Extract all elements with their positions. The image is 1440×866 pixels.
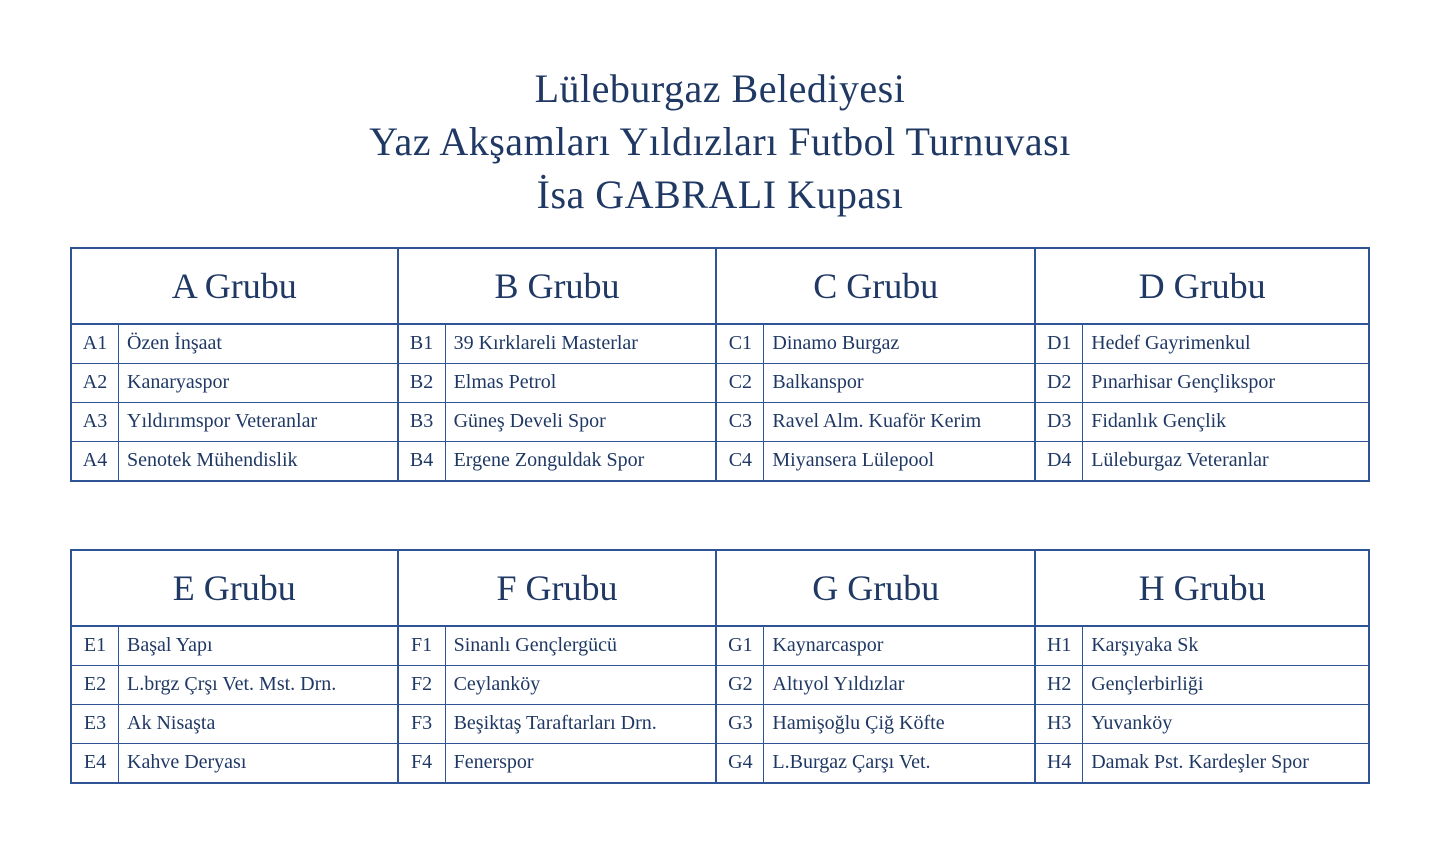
team-name: Lüleburgaz Veteranlar — [1091, 449, 1269, 472]
team-name: Balkanspor — [772, 371, 864, 394]
team-code: G2 — [717, 666, 764, 704]
team-code: C4 — [717, 442, 764, 480]
table-row — [399, 403, 716, 442]
table-row — [717, 364, 1034, 403]
team-code: F3 — [399, 705, 446, 743]
team-code: A4 — [72, 442, 119, 480]
group-row — [70, 549, 1370, 784]
title-line-3: İsa GABRALI Kupası — [536, 172, 904, 218]
team-name: Dinamo Burgaz — [772, 332, 900, 355]
team-name: Ergene Zonguldak Spor — [453, 449, 645, 472]
team-code: D3 — [1036, 403, 1083, 441]
team-code: C1 — [717, 325, 764, 363]
team-code: B1 — [399, 325, 446, 363]
table-row — [717, 666, 1034, 705]
group-b-header: B Grubu — [399, 249, 716, 325]
team-code: A1 — [72, 325, 119, 363]
table-row — [399, 744, 716, 782]
page-title — [0, 0, 1440, 222]
team-code: F1 — [399, 627, 446, 665]
team-name: Yıldırımspor Veteranlar — [127, 410, 318, 433]
table-row — [1036, 364, 1368, 403]
team-name: Sinanlı Gençlergücü — [453, 634, 618, 657]
groups-block — [70, 247, 1370, 784]
team-code: E1 — [72, 627, 119, 665]
title-line-1: Lüleburgaz Belediyesi — [534, 66, 906, 111]
group-h-header: H Grubu — [1036, 551, 1368, 627]
group-d — [1036, 249, 1368, 480]
group-b — [399, 249, 718, 480]
group-e-header: E Grubu — [72, 551, 397, 627]
team-name: Güneş Develi Spor — [453, 410, 606, 433]
group-f — [399, 551, 718, 782]
table-row — [1036, 744, 1368, 782]
team-name: L.Burgaz Çarşı Vet. — [772, 751, 931, 774]
table-row — [1036, 705, 1368, 744]
team-code: E3 — [72, 705, 119, 743]
table-row — [717, 442, 1034, 480]
team-name: Ak Nisaşta — [127, 712, 216, 735]
title-line-2: Yaz Akşamları Yıldızları Futbol Turnuvası — [369, 119, 1071, 165]
team-name: Karşıyaka Sk — [1091, 634, 1199, 657]
team-code: H3 — [1036, 705, 1083, 743]
team-code: G1 — [717, 627, 764, 665]
team-code: B3 — [399, 403, 446, 441]
group-d-header: D Grubu — [1036, 249, 1368, 325]
team-name: Pınarhisar Gençlikspor — [1091, 371, 1276, 394]
table-row — [399, 442, 716, 480]
team-code: C3 — [717, 403, 764, 441]
team-code: B2 — [399, 364, 446, 402]
table-row — [72, 744, 397, 782]
group-c — [717, 249, 1036, 480]
table-row — [72, 627, 397, 666]
table-row — [717, 403, 1034, 442]
team-code: H1 — [1036, 627, 1083, 665]
group-f-header: F Grubu — [399, 551, 716, 627]
group-row — [70, 247, 1370, 482]
team-code: A2 — [72, 364, 119, 402]
team-name: Hedef Gayrimenkul — [1091, 332, 1251, 355]
table-row — [72, 325, 397, 364]
team-code: D2 — [1036, 364, 1083, 402]
table-row — [717, 627, 1034, 666]
team-code: F2 — [399, 666, 446, 704]
team-name: Kahve Deryası — [127, 751, 247, 774]
table-row — [399, 705, 716, 744]
team-name: Özen İnşaat — [127, 332, 222, 355]
team-code: G4 — [717, 744, 764, 782]
team-code: H2 — [1036, 666, 1083, 704]
team-code: A3 — [72, 403, 119, 441]
table-row — [717, 744, 1034, 782]
group-a-header: A Grubu — [72, 249, 397, 325]
team-name: Altıyol Yıldızlar — [772, 673, 905, 696]
table-row — [717, 325, 1034, 364]
group-e — [72, 551, 399, 782]
table-row — [1036, 403, 1368, 442]
team-code: F4 — [399, 744, 446, 782]
table-row — [72, 403, 397, 442]
group-g-header: G Grubu — [717, 551, 1034, 627]
table-row — [1036, 627, 1368, 666]
team-name: Ceylanköy — [453, 673, 541, 696]
group-a — [72, 249, 399, 480]
group-c-header: C Grubu — [717, 249, 1034, 325]
table-row — [1036, 666, 1368, 705]
team-name: Kanaryaspor — [127, 371, 230, 394]
team-name: Kaynarcaspor — [772, 634, 884, 657]
team-name: Başal Yapı — [127, 634, 213, 657]
team-name: Elmas Petrol — [453, 371, 557, 394]
table-row — [72, 442, 397, 480]
team-name: Senotek Mühendislik — [127, 449, 298, 472]
table-row — [72, 364, 397, 403]
team-name: Hamişoğlu Çiğ Köfte — [772, 712, 945, 735]
table-row — [399, 325, 716, 364]
table-row — [72, 705, 397, 744]
group-g — [717, 551, 1036, 782]
table-row — [1036, 325, 1368, 364]
team-code: B4 — [399, 442, 446, 480]
table-row — [399, 364, 716, 403]
team-code: C2 — [717, 364, 764, 402]
team-name: Damak Pst. Kardeşler Spor — [1091, 751, 1309, 774]
team-code: G3 — [717, 705, 764, 743]
table-row — [1036, 442, 1368, 480]
team-code: E4 — [72, 744, 119, 782]
team-name: Ravel Alm. Kuaför Kerim — [772, 410, 982, 433]
table-row — [399, 666, 716, 705]
team-code: E2 — [72, 666, 119, 704]
team-code: D1 — [1036, 325, 1083, 363]
group-h — [1036, 551, 1368, 782]
team-name: Yuvanköy — [1091, 712, 1173, 735]
table-row — [399, 627, 716, 666]
team-name: Miyansera Lülepool — [772, 449, 935, 472]
team-code: D4 — [1036, 442, 1083, 480]
team-name: Fidanlık Gençlik — [1091, 410, 1227, 433]
team-code: H4 — [1036, 744, 1083, 782]
team-name: L.brgz Çrşı Vet. Mst. Drn. — [127, 673, 337, 696]
table-row — [717, 705, 1034, 744]
team-name: Fenerspor — [453, 751, 534, 774]
table-row — [72, 666, 397, 705]
team-name: Beşiktaş Taraftarları Drn. — [453, 712, 657, 735]
team-name: Gençlerbirliği — [1091, 673, 1204, 696]
team-name: 39 Kırklareli Masterlar — [453, 332, 638, 355]
